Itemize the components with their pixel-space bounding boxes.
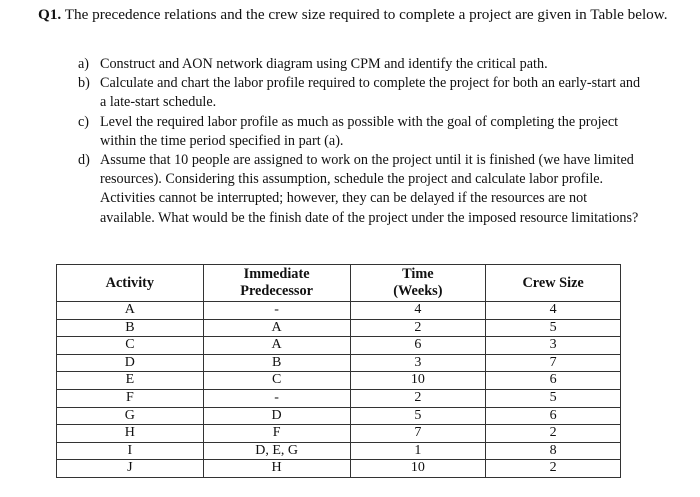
cell-predecessor: D, E, G (203, 442, 350, 460)
part-text: Assume that 10 people are assigned to work on the project until it is finished (we have limited resources). Considering this assumption, schedule the project and calculate labor profile. Activities cannot be interrupted; however, they can be delayed if the resources are not available. What would be the finish date of the project under the imposed resource limitations? (100, 152, 639, 226)
cell-crew: 5 (486, 389, 621, 407)
table-row (57, 354, 621, 372)
part-text: Level the required labor profile as much as possible with the goal of completing the project within the time period specified in part (a). (100, 113, 619, 149)
cell-time: 1 (350, 442, 486, 460)
precedence-table (56, 264, 621, 478)
cell-crew: 5 (486, 319, 621, 337)
cell-predecessor: - (203, 389, 350, 407)
cell-predecessor: C (203, 372, 350, 390)
table-row (57, 302, 621, 320)
cell-activity: A (57, 302, 204, 320)
cell-crew: 2 (486, 425, 621, 443)
header-crew-size: Crew Size (486, 265, 621, 302)
header-predecessor-line-2: Predecessor (240, 283, 313, 299)
cell-crew: 7 (486, 354, 621, 372)
part-text: Calculate and chart the labor profile required to complete the project for both an early-start and a late-start schedule. (100, 75, 641, 111)
cell-time: 5 (350, 407, 486, 425)
table-row (57, 319, 621, 337)
cell-predecessor: A (203, 319, 350, 337)
cell-predecessor: - (203, 302, 350, 320)
cell-crew: 2 (486, 460, 621, 478)
cell-predecessor: D (203, 407, 350, 425)
table-row (57, 389, 621, 407)
cell-time: 6 (350, 337, 486, 355)
cell-time: 4 (350, 302, 486, 320)
cell-activity: H (57, 425, 204, 443)
cell-predecessor: F (203, 425, 350, 443)
question-parts-list (78, 55, 643, 228)
cell-predecessor: H (203, 460, 350, 478)
part-label: c) (78, 113, 90, 130)
question-part-a (78, 55, 643, 74)
table-row (57, 425, 621, 443)
cell-crew: 6 (486, 407, 621, 425)
cell-crew: 8 (486, 442, 621, 460)
table-header-row (57, 265, 621, 302)
header-activity: Activity (57, 265, 204, 302)
cell-crew: 3 (486, 337, 621, 355)
cell-time: 2 (350, 389, 486, 407)
header-time-line-1: Time (402, 266, 434, 282)
table-row (57, 337, 621, 355)
cell-activity: E (57, 372, 204, 390)
part-label: a) (78, 56, 90, 72)
question-statement (38, 4, 668, 25)
header-time-line-2: (Weeks) (393, 283, 443, 299)
cell-activity: D (57, 354, 204, 372)
cell-activity: G (57, 407, 204, 425)
cell-time: 7 (350, 425, 486, 443)
cell-predecessor: A (203, 337, 350, 355)
question-number: Q1. (38, 6, 62, 23)
table-row (57, 372, 621, 390)
cell-time: 10 (350, 372, 486, 390)
cell-activity: F (57, 389, 204, 407)
question-part-c (78, 113, 643, 151)
cell-activity: B (57, 319, 204, 337)
cell-time: 3 (350, 354, 486, 372)
part-label: d) (78, 152, 90, 169)
cell-crew: 6 (486, 372, 621, 390)
table-row (57, 442, 621, 460)
question-part-b (78, 74, 643, 112)
header-predecessor-line-1: Immediate (243, 266, 310, 282)
cell-predecessor: B (203, 354, 350, 372)
table-row (57, 407, 621, 425)
cell-crew: 4 (486, 302, 621, 320)
part-text: Construct and AON network diagram using CPM and identify the critical path. (100, 56, 548, 72)
cell-time: 10 (350, 460, 486, 478)
part-label: b) (78, 75, 90, 92)
question-intro: The precedence relations and the crew size required to complete a project are given in Table below. (64, 6, 668, 23)
question-part-d (78, 151, 643, 228)
header-immediate-predecessor (203, 265, 350, 302)
cell-activity: J (57, 460, 204, 478)
table-row (57, 460, 621, 478)
header-time-weeks (350, 265, 486, 302)
cell-time: 2 (350, 319, 486, 337)
cell-activity: C (57, 337, 204, 355)
cell-activity: I (57, 442, 204, 460)
